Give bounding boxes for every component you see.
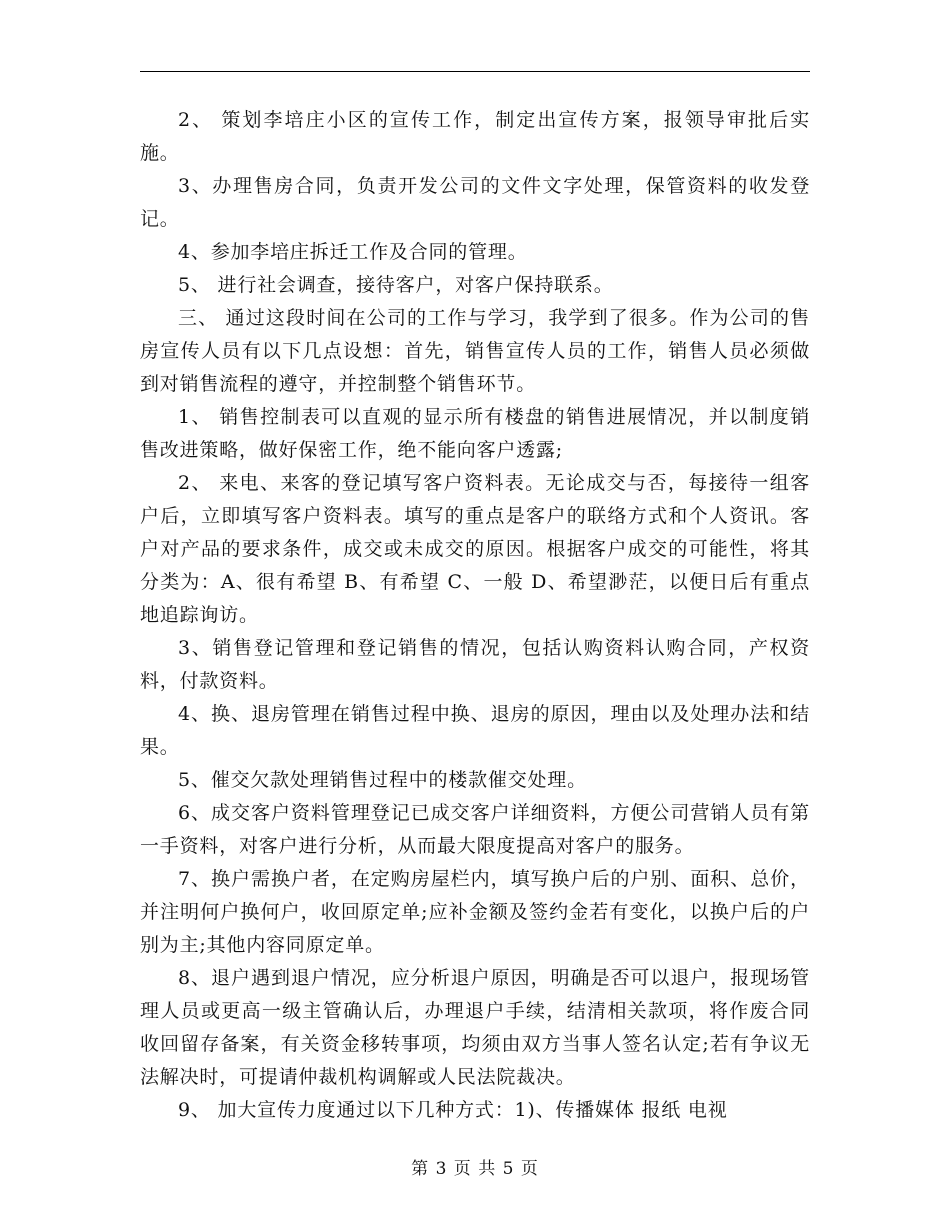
paragraph: 5、 进行社会调查，接待客户，对客户保持联系。 [178,274,614,296]
paragraph: 4、换、退房管理在销售过程中换、退房的原因，理由以及处理办法和结果。 [140,703,810,758]
paragraph: 1、 销售控制表可以直观的显示所有楼盘的销售进展情况，并以制度销售改进策略，做好保密工作，绝不能向客户透露; [140,406,810,461]
paragraph: 4、参加李培庄拆迁工作及合同的管理。 [178,241,528,263]
document-body [140,104,810,1127]
paragraph: 9、 加大宣传力度通过以下几种方式：1)、传播媒体 报纸 电视 [178,1099,728,1121]
paragraph: 3、办理售房合同，负责开发公司的文件文字处理，保管资料的收发登记。 [140,175,810,230]
header-rule [140,71,810,72]
page-number: 第 3 页 共 5 页 [411,1159,539,1179]
paragraph: 2、 策划李培庄小区的宣传工作，制定出宣传方案，报领导审批后实施。 [140,109,810,164]
paragraph: 8、退户遇到退户情况，应分析退户原因，明确是否可以退户，报现场管理人员或更高一级主管确认后，办理退户手续，结清相关款项，将作废合同收回留存备案，有关资金移转事项，均须由双方当事人签名认定;若有争议无法解决时，可提请仲裁机构调解或人民法院裁决。 [140,967,810,1088]
paragraph: 5、催交欠款处理销售过程中的楼款催交处理。 [178,769,587,791]
paragraph: 2、 来电、来客的登记填写客户资料表。无论成交与否，每接待一组客户后，立即填写客户资料表。填写的重点是客户的联络方式和个人资讯。客户对产品的要求条件，成交或未成交的原因。根据客户成交的可能性，将其分类为：A、很有希望 B、有希望 C、一般 D、希望渺茫，以便日后有重点地追踪询访。 [140,472,810,626]
paragraph: 3、销售登记管理和登记销售的情况，包括认购资料认购合同，产权资料，付款资料。 [140,637,810,692]
paragraph: 6、成交客户资料管理登记已成交客户详细资料，方便公司营销人员有第一手资料，对客户进行分析，从而最大限度提高对客户的服务。 [140,802,810,857]
paragraph: 7、换户需换户者，在定购房屋栏内，填写换户后的户别、面积、总价，并注明何户换何户，收回原定单;应补金额及签约金若有变化，以换户后的户别为主;其他内容同原定单。 [140,868,810,956]
paragraph: 三、 通过这段时间在公司的工作与学习，我学到了很多。作为公司的售房宣传人员有以下几点设想：首先，销售宣传人员的工作，销售人员必须做到对销售流程的遵守，并控制整个销售环节。 [140,307,810,395]
